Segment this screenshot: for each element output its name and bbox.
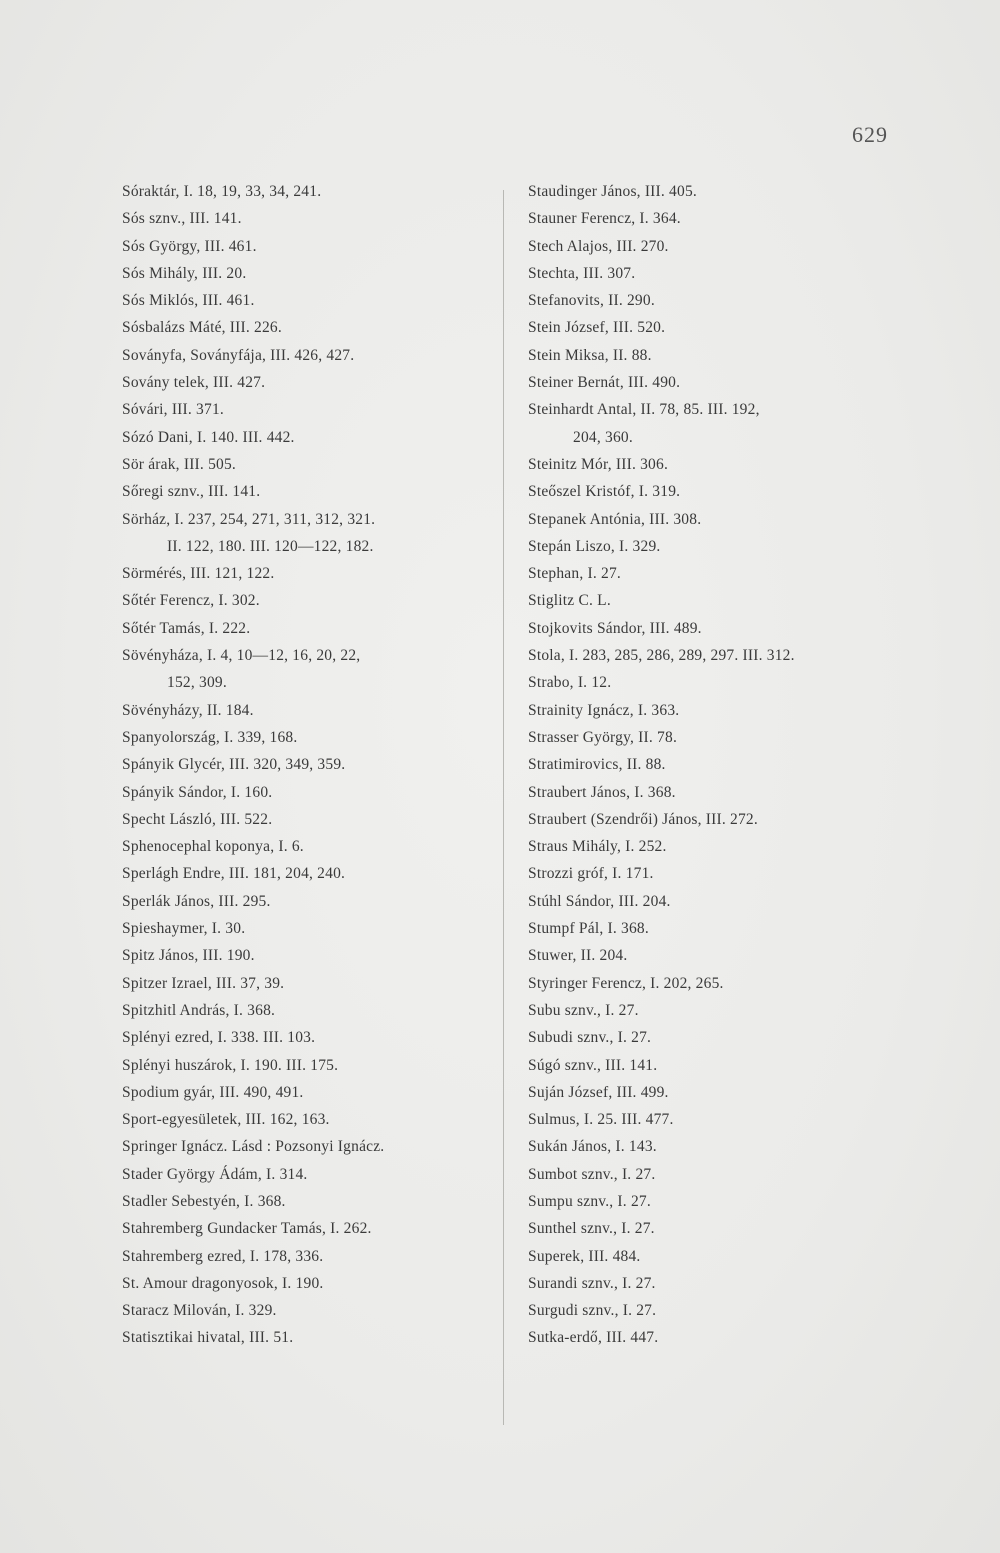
index-entry: Stadler Sebestyén, I. 368. (122, 1192, 286, 1210)
index-entry: Stein József, III. 520. (528, 319, 666, 337)
index-entry: Stratimirovics, II. 88. (528, 756, 666, 774)
index-entry: Steinitz Mór, III. 306. (528, 455, 669, 473)
index-entry: Stader György Ádám, I. 314. (122, 1165, 308, 1183)
index-entry: Surandi sznv., I. 27. (528, 1274, 656, 1292)
index-entry: Staracz Milován, I. 329. (122, 1302, 277, 1320)
index-entry: Sphenocephal koponya, I. 6. (122, 838, 304, 856)
index-entry: Strainity Ignácz, I. 363. (528, 701, 680, 719)
index-entry: Stein Miksa, II. 88. (528, 346, 652, 364)
index-entry: Sós Miklós, III. 461. (122, 292, 255, 310)
index-entry: Surgudi sznv., I. 27. (528, 1302, 657, 1320)
index-entry: Sőtér Ferencz, I. 302. (122, 592, 260, 610)
index-entry: Súgó sznv., III. 141. (528, 1056, 658, 1074)
index-entry: Sukán János, I. 143. (528, 1138, 657, 1156)
index-entry: Sőtér Tamás, I. 222. (122, 619, 251, 637)
index-entry: Splényi huszárok, I. 190. III. 175. (122, 1056, 339, 1074)
index-entry: Spodium gyár, III. 490, 491. (122, 1083, 304, 1101)
index-entry: Sóvári, III. 371. (122, 401, 224, 419)
index-entry: Stumpf Pál, I. 368. (528, 920, 649, 938)
index-entry: Straubert János, I. 368. (528, 783, 676, 801)
index-entry: Strabo, I. 12. (528, 674, 612, 692)
index-entry: Springer Ignácz. Lásd : Pozsonyi Ignácz. (122, 1138, 385, 1156)
index-entry: Stauner Ferencz, I. 364. (528, 210, 681, 228)
index-entry: Sunthel sznv., I. 27. (528, 1220, 655, 1238)
index-entry: Spanyolország, I. 339, 168. (122, 728, 298, 746)
index-entry: Subu sznv., I. 27. (528, 1001, 639, 1019)
index-entry: Subudi sznv., I. 27. (528, 1029, 652, 1047)
index-entry: Sulmus, I. 25. III. 477. (528, 1111, 674, 1129)
index-entry: Splényi ezred, I. 338. III. 103. (122, 1029, 316, 1047)
index-entry: Spitz János, III. 190. (122, 947, 255, 965)
index-entry: Sózó Dani, I. 140. III. 442. (122, 428, 295, 446)
index-entry: Sövényházy, II. 184. (122, 701, 254, 719)
index-entry: Spányik Sándor, I. 160. (122, 783, 273, 801)
index-entry: Specht László, III. 522. (122, 810, 273, 828)
index-entry: Sőregi sznv., III. 141. (122, 483, 261, 501)
index-entry: Strozzi gróf, I. 171. (528, 865, 654, 883)
index-entry: Sport-egyesületek, III. 162, 163. (122, 1111, 330, 1129)
index-entry: Sövényháza, I. 4, 10—12, 16, 20, 22, (122, 647, 361, 665)
index-entry: Suján József, III. 499. (528, 1083, 669, 1101)
index-entry: Steiner Bernát, III. 490. (528, 374, 681, 392)
index-entry: Sós György, III. 461. (122, 237, 257, 255)
index-entry: Stiglitz C. L. (528, 592, 611, 610)
index-entry: Superek, III. 484. (528, 1247, 641, 1265)
index-entry: Steőszel Kristóf, I. 319. (528, 483, 681, 501)
index-entry: Stuwer, II. 204. (528, 947, 628, 965)
index-entry: Soványfa, Soványfája, III. 426, 427. (122, 346, 355, 364)
index-entry: Straus Mihály, I. 252. (528, 838, 667, 856)
index-entry: Stechta, III. 307. (528, 264, 636, 282)
right-column (528, 178, 888, 1352)
left-column (122, 178, 492, 1352)
index-entry: Sós Mihály, III. 20. (122, 264, 247, 282)
index-entry: Straubert (Szendrői) János, III. 272. (528, 810, 758, 828)
index-entry: Stephan, I. 27. (528, 565, 621, 583)
index-entry: Sperlák János, III. 295. (122, 892, 271, 910)
index-entry: Stúhl Sándor, III. 204. (528, 892, 671, 910)
index-entry: Spitzhitl András, I. 368. (122, 1001, 276, 1019)
index-entry: Sutka-erdő, III. 447. (528, 1329, 659, 1347)
index-entry: Sóraktár, I. 18, 19, 33, 34, 241. (122, 183, 322, 200)
index-entry: Sovány telek, III. 427. (122, 374, 266, 392)
index-entry: Sumpu sznv., I. 27. (528, 1192, 651, 1210)
index-entry: Staudinger János, III. 405. (528, 183, 697, 200)
index-entry: II. 122, 180. III. 120—122, 182. (167, 537, 374, 555)
page-number: 629 (852, 122, 888, 147)
index-entry: Stahremberg Gundacker Tamás, I. 262. (122, 1220, 372, 1238)
column-divider (503, 190, 504, 1425)
index-entry: 204, 360. (573, 428, 633, 446)
index-entry: Stech Alajos, III. 270. (528, 237, 669, 255)
index-entry: Spieshaymer, I. 30. (122, 920, 246, 938)
index-entry: Sör árak, III. 505. (122, 455, 236, 473)
index-entry: Sperlágh Endre, III. 181, 204, 240. (122, 865, 346, 883)
index-entry: Stojkovits Sándor, III. 489. (528, 619, 702, 637)
index-entry: Spányik Glycér, III. 320, 349, 359. (122, 756, 346, 774)
index-entry: Stahremberg ezred, I. 178, 336. (122, 1247, 324, 1265)
index-entry: Statisztikai hivatal, III. 51. (122, 1329, 294, 1347)
index-entry: Sósbalázs Máté, III. 226. (122, 319, 282, 337)
index-entry: Sörház, I. 237, 254, 271, 311, 312, 321. (122, 510, 376, 528)
index-entry: Sós sznv., III. 141. (122, 210, 242, 228)
index-entry: Sörmérés, III. 121, 122. (122, 565, 275, 583)
index-entry: Stefanovits, II. 290. (528, 292, 655, 310)
index-entry: 152, 309. (167, 674, 227, 692)
index-entry: Sumbot sznv., I. 27. (528, 1165, 656, 1183)
index-entry: Stola, I. 283, 285, 286, 289, 297. III. 312. (528, 647, 795, 665)
index-entry: Styringer Ferencz, I. 202, 265. (528, 974, 724, 992)
index-entry: St. Amour dragonyosok, I. 190. (122, 1274, 324, 1292)
index-entry: Stepanek Antónia, III. 308. (528, 510, 702, 528)
index-entry: Stepán Liszo, I. 329. (528, 537, 661, 555)
index-entry: Spitzer Izrael, III. 37, 39. (122, 974, 285, 992)
index-entry: Strasser György, II. 78. (528, 728, 678, 746)
index-entry: Steinhardt Antal, II. 78, 85. III. 192, (528, 401, 760, 419)
